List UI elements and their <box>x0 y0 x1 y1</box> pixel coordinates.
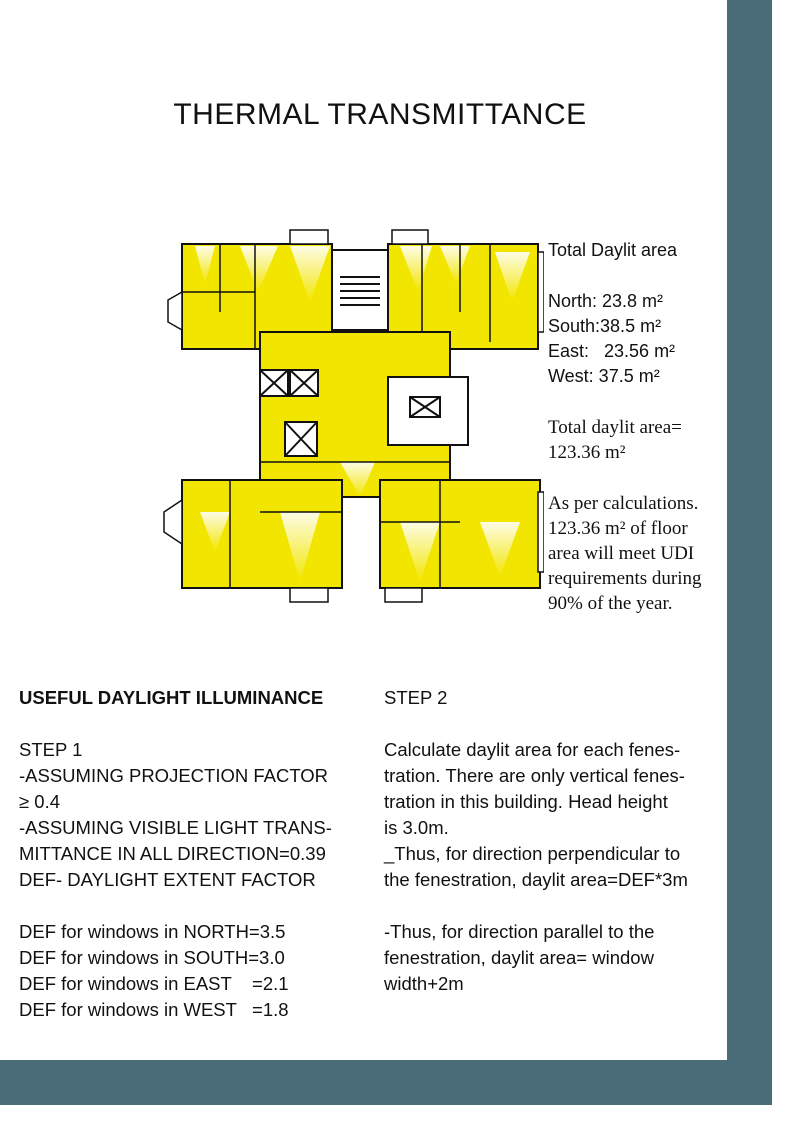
east-area: East: 23.56 m² <box>548 341 676 361</box>
step2-line: tration in this building. Head height <box>384 791 668 812</box>
def-line: DEF for windows in NORTH=3.5 <box>19 921 286 942</box>
total-line-1: Total daylit area= <box>548 417 682 438</box>
assumption-line: -ASSUMING VISIBLE LIGHT TRANS- <box>19 817 332 838</box>
calc-line: area will meet UDI <box>548 543 695 564</box>
step1-label: STEP 1 <box>19 739 83 760</box>
total-line-2: 123.36 m² <box>548 442 626 463</box>
stair-core-top <box>332 250 388 330</box>
step2-line: the fenestration, daylit area=DEF*3m <box>384 869 688 890</box>
calc-line: 90% of the year. <box>548 593 673 614</box>
step2-line: width+2m <box>384 973 464 994</box>
assumption-line: ≥ 0.4 <box>19 791 61 812</box>
step2-line: Calculate daylit area for each fenes- <box>384 739 681 760</box>
north-area: North: 23.8 m² <box>548 291 664 311</box>
def-line: DEF for windows in WEST =1.8 <box>19 999 289 1020</box>
assumption-line: DEF- DAYLIGHT EXTENT FACTOR <box>19 869 316 890</box>
udi-heading: USEFUL DAYLIGHT ILLUMINANCE <box>19 687 324 708</box>
calc-line: 123.36 m² of floor <box>548 518 688 539</box>
summary-heading: Total Daylit area <box>548 240 678 260</box>
daylit-summary <box>548 238 733 616</box>
stair-core-right <box>388 377 468 445</box>
step2-line: -Thus, for direction parallel to the <box>384 921 655 942</box>
def-line: DEF for windows in EAST =2.1 <box>19 973 289 994</box>
page-margin <box>772 0 795 1132</box>
assumption-line: MITTANCE IN ALL DIRECTION=0.39 <box>19 843 326 864</box>
page-title: THERMAL TRANSMITTANCE <box>173 98 587 131</box>
step2-column <box>384 685 729 997</box>
step2-line: tration. There are only vertical fenes- <box>384 765 685 786</box>
step2-label: STEP 2 <box>384 687 448 708</box>
calc-line: As per calculations. <box>548 493 699 514</box>
step2-line: fenestration, daylit area= window <box>384 947 654 968</box>
frame-border-right <box>727 0 772 1105</box>
udi-column <box>19 685 369 1023</box>
south-area: South:38.5 m² <box>548 316 662 336</box>
frame-border-bottom <box>0 1060 772 1105</box>
floor-plan-diagram <box>160 222 544 608</box>
def-line: DEF for windows in SOUTH=3.0 <box>19 947 285 968</box>
step2-line: is 3.0m. <box>384 817 449 838</box>
calc-line: requirements during <box>548 568 702 589</box>
west-area: West: 37.5 m² <box>548 366 660 386</box>
step2-line: _Thus, for direction perpendicular to <box>384 843 681 864</box>
assumption-line: -ASSUMING PROJECTION FACTOR <box>19 765 329 786</box>
